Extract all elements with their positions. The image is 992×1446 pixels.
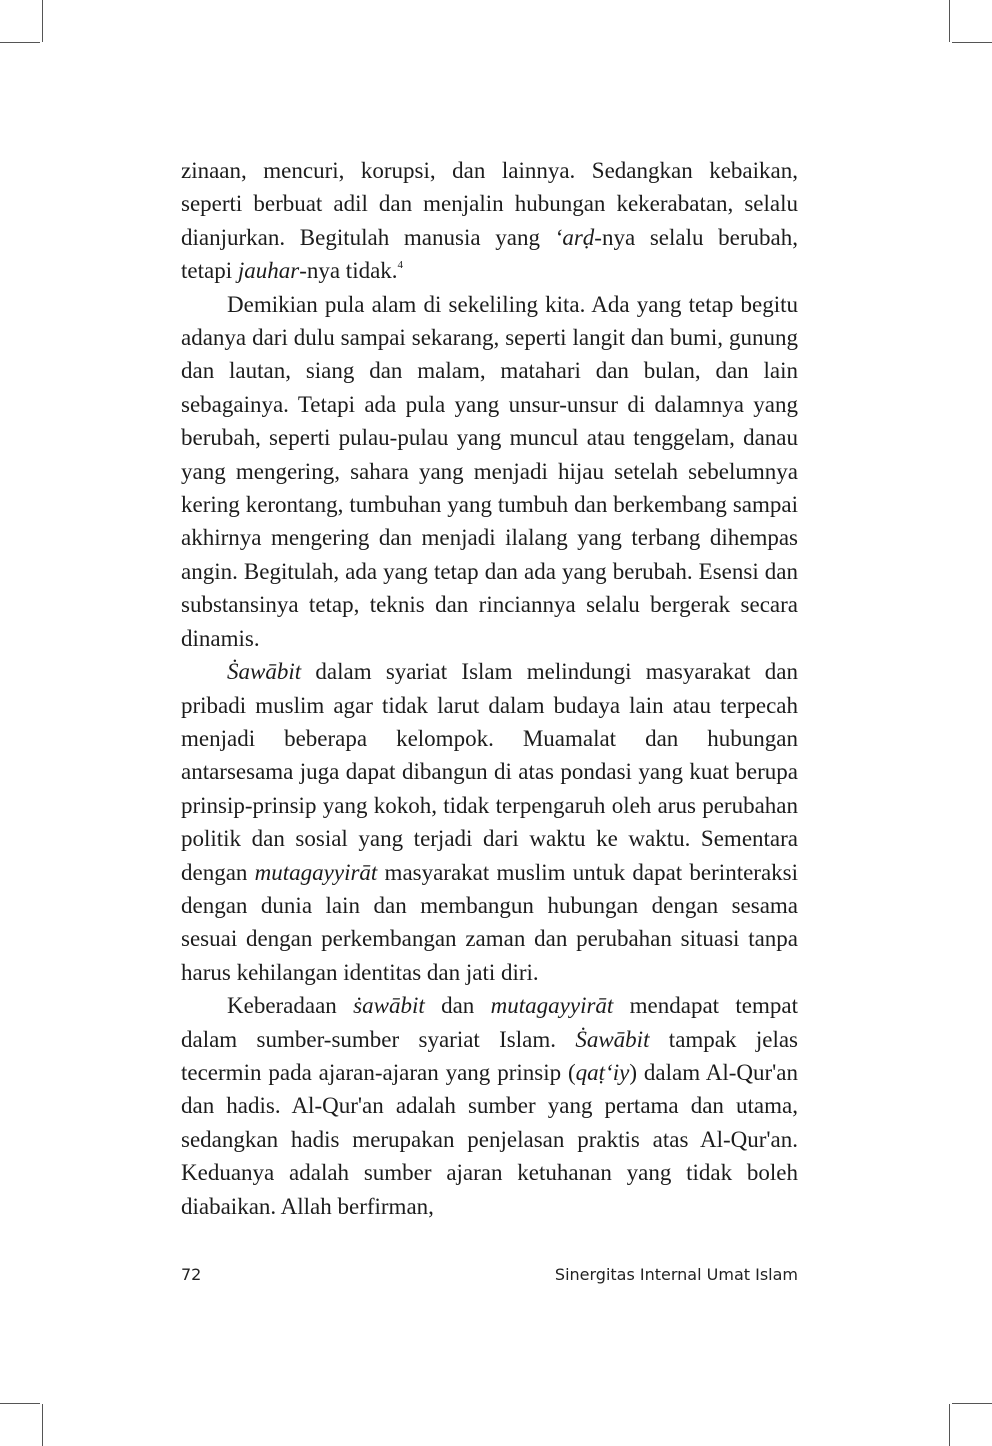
italic-term: jauhar [237,258,300,284]
text-run: zinaan, mencuri, korupsi, dan lainnya. Sedangkan kebaikan, seperti berbuat adil dan menjalin hubungan kekerabatan, selalu dianjurkan. Begitulah manusia yang [181,158,798,250]
paragraph [181,655,798,989]
text-run: dalam syariat Islam melindungi masyarakat dan pribadi muslim agar tidak larut dalam budaya lain atau terpecah menjadi beberapa kelompok. Muamalat dan hubungan antarsesama juga dapat dibangun di atas pondasi yang kuat berupa prinsip-prinsip yang kokoh, tidak terpengaruh oleh arus perubahan politik dan sosial yang terjadi dari waktu ke waktu. Sementara dengan [181,659,798,885]
crop-mark [952,1403,992,1404]
crop-mark [952,42,992,43]
text-run: mendapat tempat dalam sumber-sumber syariat Islam. [181,993,798,1052]
page-number: 72 [181,1265,202,1284]
paragraph [181,154,798,288]
text-run: Demikian pula alam di sekeliling kita. Ada yang tetap begitu adanya dari dulu sampai sekarang, seperti langit dan bumi, gunung dan lautan, siang dan malam, matahari dan bulan, dan lain sebagainya. Tetapi ada pula yang unsur-unsur di dalamnya yang berubah, seperti pulau-pulau yang muncul atau tenggelam, danau yang mengering, sahara yang menjadi hijau setelah sebelumnya kering kerontang, tumbuhan yang tumbuh dan berkembang sampai akhirnya mengering dan menjadi ilalang yang terbang dihempas angin. Begitulah, ada yang tetap dan ada yang berubah. Esensi dan substansinya tetap, teknis dan rinciannya selalu bergerak secara dinamis. [181,291,798,651]
italic-term: mutagayyirāt [254,859,378,885]
italic-term: mutagayyirāt [490,993,614,1019]
text-run: dan [424,993,491,1019]
crop-mark [949,0,950,42]
crop-mark [0,1403,40,1404]
running-title: Sinergitas Internal Umat Islam [554,1265,798,1284]
crop-mark [42,0,43,42]
page-footer [181,1265,798,1293]
text-run: -nya selalu berubah, tetapi [181,224,798,284]
text-run: tampak jelas tecermin pada ajaran-ajaran yang prinsip ( [181,1026,798,1085]
italic-term: qaṭ‘iy [575,1059,630,1085]
text-run: -nya tidak. [299,258,398,284]
italic-term: Ṡawābit [575,1026,650,1052]
paragraph [181,288,798,655]
text-run: ) dalam Al-Qur'an dan hadis. Al-Qur'an adalah sumber yang pertama dan utama, sedangkan hadis merupakan penjelasan praktis atas Al-Qur'an. Keduanya adalah sumber ajaran ketuhanan yang tidak boleh diabaikan. Allah berfirman, [181,1059,799,1219]
paragraph [181,989,798,1223]
crop-mark [949,1404,950,1446]
body-text [181,154,798,1223]
crop-mark [42,1404,43,1446]
text-run: masyarakat muslim untuk dapat berinteraksi dengan dunia lain dan membangun hubungan dengan sesama sesuai dengan perkembangan zaman dan perubahan situasi tanpa harus kehilangan identitas dan jati diri. [181,859,798,985]
italic-term: Ṡawābit [227,659,302,685]
italic-term: ‘arḍ [554,224,595,250]
footnote-marker: 4 [397,259,404,272]
italic-term: ṡawābit [353,993,425,1019]
crop-mark [0,42,40,43]
text-run: Keberadaan [227,993,354,1019]
